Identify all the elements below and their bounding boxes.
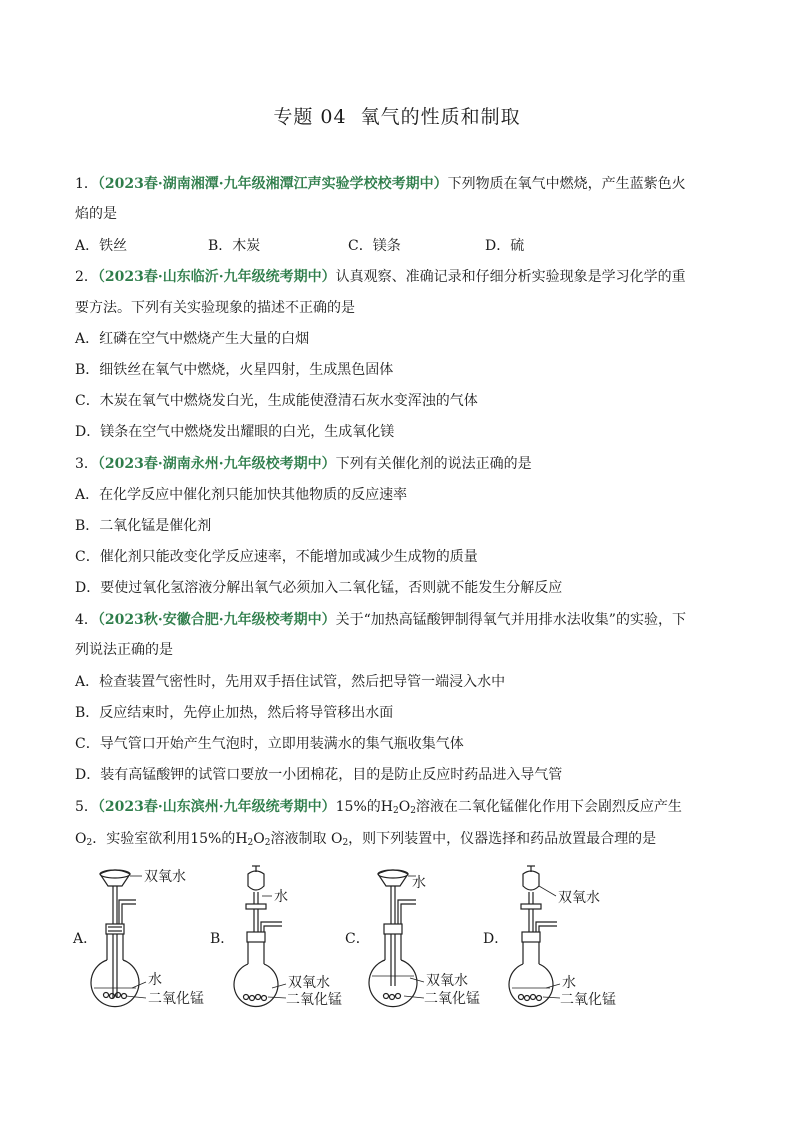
- apparatus-a: [91, 870, 146, 1007]
- q5-stem-part: O: [75, 831, 87, 847]
- q4-source: （2023秋·安徽合肥·九年级校考期中）: [97, 612, 336, 628]
- q5-subscript: 2: [247, 838, 254, 848]
- q5-subscript: 2: [86, 838, 93, 848]
- q1-stem-line1: [75, 174, 725, 194]
- q1-stem-line2: 焰的是: [75, 206, 117, 222]
- label-a-bottom: 二氧化锰: [148, 991, 204, 1007]
- apparatus-b: [234, 866, 286, 1006]
- q4-option-c: C．导气管口开始产生气泡时，立即用装满水的集气瓶收集气体: [75, 736, 464, 752]
- q3-stem-line1: [75, 454, 725, 474]
- q5-option-a: A．: [73, 931, 98, 947]
- q5-option-c: C．: [345, 931, 370, 947]
- q5-stem-line2: [75, 829, 725, 853]
- label-d-mid: 水: [562, 975, 576, 991]
- q5-stem-part: ，则下列装置中，仪器选择和药品放置最合理的是: [348, 831, 657, 847]
- q3-option-b: B．二氧化锰是催化剂: [75, 518, 212, 534]
- label-b-top: 水: [274, 889, 288, 905]
- q5-stem-part: 15%的H: [335, 799, 393, 815]
- label-a-top: 双氧水: [144, 869, 186, 885]
- q5-subscript: 2: [342, 838, 349, 848]
- apparatus-figure: [60, 860, 660, 1020]
- q4-stem: 关于“加热高锰酸钾制得氧气并用排水法收集”的实验，下: [335, 612, 686, 628]
- q3-option-d: D．要使过氧化氢溶液分解出氧气必须加入二氧化锰，否则就不能发生分解反应: [75, 580, 563, 596]
- q4-number: 4．: [75, 612, 98, 628]
- q3-source: （2023春·湖南永州·九年级校考期中）: [97, 456, 336, 472]
- q1-stem: 下列物质在氧气中燃烧，产生蓝紫色火: [447, 176, 686, 192]
- label-c-top: 水: [412, 875, 426, 891]
- q3-number: 3．: [75, 456, 98, 472]
- q2-option-c: C．木炭在氧气中燃烧发白光，生成能使澄清石灰水变浑浊的气体: [75, 393, 478, 409]
- q2-option-b: B．细铁丝在氧气中燃烧，火星四射，生成黑色固体: [75, 362, 394, 378]
- q2-number: 2．: [75, 269, 98, 285]
- q2-source: （2023春·山东临沂·九年级统考期中）: [97, 269, 336, 285]
- q4-stem-line2: 列说法正确的是: [75, 642, 173, 658]
- q2-stem-line1: [75, 267, 725, 287]
- q1-source: （2023春·湖南湘潭·九年级湘潭江声实验学校校考期中）: [97, 176, 448, 192]
- title-prefix: 专题 04: [273, 106, 347, 128]
- q5-stem-line1: [75, 797, 725, 821]
- q1-option-b: B．木炭: [208, 238, 261, 254]
- q3-option-a: A．在化学反应中催化剂只能加快其他物质的反应速率: [75, 487, 408, 503]
- label-d-bottom: 二氧化锰: [560, 992, 616, 1008]
- q5-stem-part: O: [398, 799, 411, 815]
- q3-option-c: C．催化剂只能改变化学反应速率，不能增加或减少生成物的质量: [75, 549, 478, 565]
- q5-stem-part: O: [253, 831, 265, 847]
- q4-option-b: B．反应结束时，先停止加热，然后将导管移出水面: [75, 705, 394, 721]
- label-c-bottom: 二氧化锰: [424, 991, 480, 1007]
- q2-stem-line2: 要方法。下列有关实验现象的描述不正确的是: [75, 300, 355, 316]
- q1-option-d: D．硫: [485, 238, 525, 254]
- q1-option-c: C．镁条: [348, 238, 401, 254]
- q3-stem: 下列有关催化剂的说法正确的是: [335, 456, 532, 472]
- q5-stem-part: 溶液在二氧化锰催化作用下会剧烈反应产生: [415, 799, 682, 815]
- label-b-mid: 双氧水: [288, 975, 330, 991]
- q5-stem-part: ．实验室欲利用15%的H: [92, 831, 248, 847]
- label-d-top: 双氧水: [558, 890, 600, 906]
- q5-option-b: B．: [210, 931, 235, 947]
- q2-option-d: D．镁条在空气中燃烧发出耀眼的白光，生成氧化镁: [75, 424, 395, 440]
- q5-number: 5．: [75, 799, 98, 815]
- q5-source: （2023春·山东滨州·九年级统考期中）: [97, 799, 336, 815]
- q5-option-d: D．: [483, 931, 509, 947]
- q5-subscript: 2: [410, 806, 416, 816]
- title-main: 氧气的性质和制取: [360, 106, 521, 128]
- q5-stem-part: 溶液制取 O: [270, 831, 343, 847]
- label-b-bottom: 二氧化锰: [286, 992, 342, 1008]
- q4-option-d: D．装有高锰酸钾的试管口要放一小团棉花，目的是防止反应时药品进入导气管: [75, 767, 563, 783]
- apparatus-d: [509, 866, 560, 1006]
- label-a-mid: 水: [148, 972, 162, 988]
- q4-stem-line1: [75, 610, 725, 630]
- q4-option-a: A．检查装置气密性时，先用双手捂住试管，然后把导管一端浸入水中: [75, 674, 506, 690]
- q2-option-a: A．红磷在空气中燃烧产生大量的白烟: [75, 331, 310, 347]
- q1-number: 1．: [75, 176, 98, 192]
- label-c-mid: 双氧水: [426, 973, 468, 989]
- q5-subscript: 2: [264, 838, 271, 848]
- q2-stem: 认真观察、准确记录和仔细分析实验现象是学习化学的重: [335, 269, 686, 285]
- page-title: [0, 102, 794, 129]
- q1-option-a: A．铁丝: [75, 238, 128, 254]
- q5-subscript: 2: [392, 806, 399, 816]
